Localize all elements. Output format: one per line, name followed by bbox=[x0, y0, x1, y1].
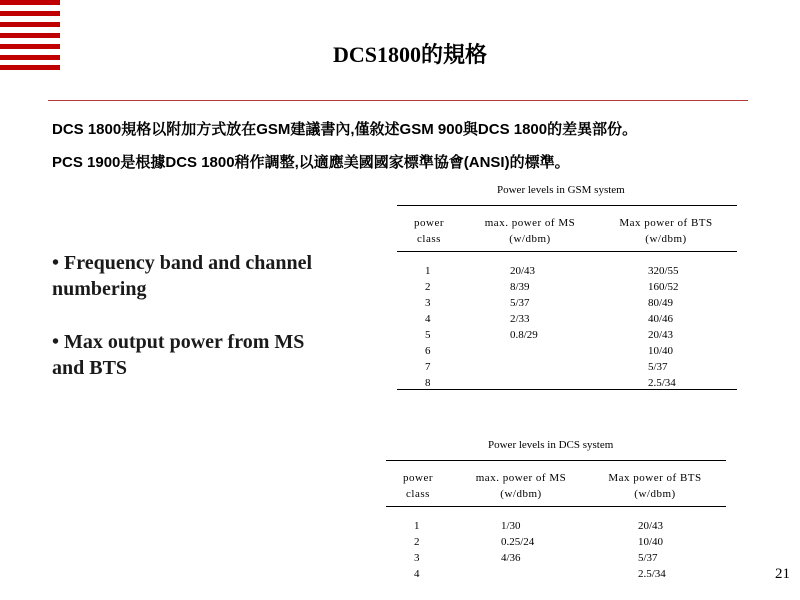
table-cell: 5/37 bbox=[648, 361, 668, 373]
header-power-class: power class bbox=[403, 472, 433, 500]
header-bts-power: Max power of BTS (w/dbm) bbox=[619, 217, 713, 245]
table-cell: 3 bbox=[414, 552, 420, 564]
table-cell: 8 bbox=[425, 377, 431, 389]
table-rule bbox=[397, 389, 737, 390]
table-rule bbox=[397, 205, 737, 206]
bts-column bbox=[648, 263, 679, 391]
page-number: 21 bbox=[775, 566, 790, 582]
table-cell: 160/52 bbox=[648, 281, 679, 293]
gsm-table-caption: Power levels in GSM system bbox=[497, 184, 625, 196]
table-rule bbox=[386, 460, 726, 461]
intro-line-1: DCS 1800規格以附加方式放在GSM建議書內,僅敘述GSM 900與DCS 1800的差異部份。 bbox=[52, 121, 638, 138]
class-column bbox=[414, 518, 420, 582]
table-cell: 5 bbox=[425, 329, 431, 341]
table-cell bbox=[510, 343, 538, 359]
table-cell: 10/40 bbox=[638, 536, 664, 548]
bullet-item: • Max output power from MS and BTS bbox=[52, 331, 305, 379]
ms-column bbox=[501, 518, 534, 582]
header-bts-power: Max power of BTS (w/dbm) bbox=[608, 472, 702, 500]
ms-column bbox=[510, 263, 538, 391]
table-rule bbox=[397, 251, 737, 252]
table-rule bbox=[386, 506, 726, 507]
table-cell: 2.5/34 bbox=[638, 568, 666, 580]
table-cell: 2.5/34 bbox=[648, 377, 676, 389]
table-cell bbox=[510, 359, 538, 375]
table-cell: 1 bbox=[414, 520, 420, 532]
table-cell: 320/55 bbox=[648, 265, 679, 277]
header-ms-power: max. power of MS (w/dbm) bbox=[484, 217, 576, 245]
table-cell: 0.8/29 bbox=[510, 329, 538, 341]
table-cell: 1 bbox=[425, 265, 431, 277]
table-cell: 7 bbox=[425, 361, 431, 373]
table-cell: 20/43 bbox=[638, 520, 664, 532]
bts-column bbox=[638, 518, 666, 582]
bullet-item: • Frequency band and channel numbering bbox=[52, 252, 313, 300]
table-cell: 2 bbox=[425, 281, 431, 293]
slide-title: DCS1800的規格 bbox=[332, 42, 487, 67]
table-cell bbox=[501, 566, 534, 582]
table-cell: 80/49 bbox=[648, 297, 674, 309]
table-cell: 2 bbox=[414, 536, 420, 548]
header-power-class: power class bbox=[414, 217, 444, 245]
table-cell: 2/33 bbox=[510, 313, 530, 325]
intro-line-2: PCS 1900是根據DCS 1800稍作調整,以適應美國國家標準協會(ANSI)的標準。 bbox=[52, 154, 570, 171]
header-ms-power: max. power of MS (w/dbm) bbox=[475, 472, 567, 500]
table-cell: 10/40 bbox=[648, 345, 674, 357]
table-cell: 0.25/24 bbox=[501, 536, 535, 548]
table-cell: 4 bbox=[425, 313, 431, 325]
dcs-power-table bbox=[386, 460, 726, 585]
table-cell: 4/36 bbox=[501, 552, 521, 564]
table-cell: 40/46 bbox=[648, 313, 674, 325]
table-cell: 3 bbox=[425, 297, 431, 309]
table-cell: 6 bbox=[425, 345, 431, 357]
table-cell: 20/43 bbox=[648, 329, 674, 341]
bullet-list bbox=[52, 250, 322, 408]
table-cell: 5/37 bbox=[510, 297, 530, 309]
table-cell: 4 bbox=[414, 568, 420, 580]
table-cell: 20/43 bbox=[510, 265, 536, 277]
class-column bbox=[425, 263, 431, 391]
table-cell: 5/37 bbox=[638, 552, 658, 564]
title-divider bbox=[48, 100, 748, 101]
dcs-table-caption: Power levels in DCS system bbox=[488, 439, 614, 451]
table-cell: 1/30 bbox=[501, 520, 521, 532]
table-cell: 8/39 bbox=[510, 281, 530, 293]
gsm-power-table bbox=[397, 205, 737, 395]
